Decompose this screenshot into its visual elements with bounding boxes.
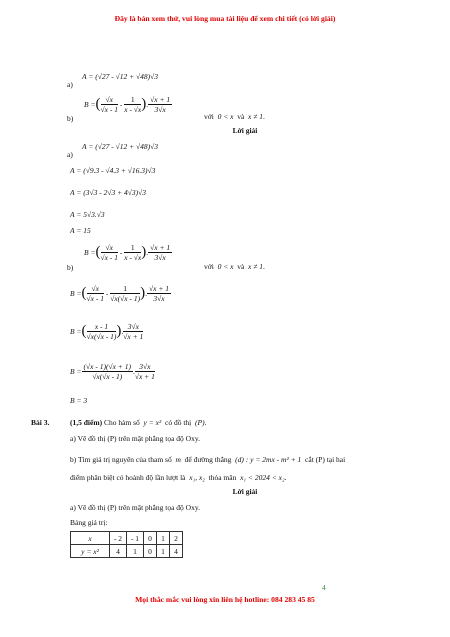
fraction: $\frac{1}{√x(√x - 1)}$: [110, 284, 141, 303]
dot: .: [132, 367, 135, 376]
step-b-2: [70, 322, 143, 341]
table-cell: - 1: [127, 532, 144, 545]
fraction: $\frac{3√x}{√x + 1}$: [123, 322, 144, 341]
table-cell: 4: [170, 545, 183, 558]
dot: .: [146, 100, 149, 109]
problem-b-expr: [84, 95, 172, 114]
minus-sign: -: [117, 248, 125, 257]
open-paren: (: [81, 285, 87, 301]
table-cell: 1: [157, 545, 170, 558]
qb-text4: điểm phân biệt có hoành độ lần lượt là: [70, 473, 186, 482]
bai3-question-b-cont: điểm phân biệt có hoành độ lần lượt là x₁, x₂ thỏa mãn x₁ < 2024 < x₂.: [70, 473, 287, 482]
problem-b-condition: với 0 < x và x ≠ 1.: [204, 112, 265, 121]
fraction: $\frac{√x + 1}{3√x}$: [149, 284, 170, 303]
fraction: $\frac{√x + 1}{3√x}$: [150, 243, 171, 262]
step-a-5: A = 15: [70, 226, 91, 235]
cond-2: x ≠ 1: [248, 112, 263, 121]
step-b-3: [70, 362, 155, 381]
qb-text3: cắt (P) tại hai: [305, 455, 346, 464]
problem-b-label: b): [67, 114, 74, 123]
footer-hotline: Mọi thắc mắc vui lòng xin liên hệ hotline: 084 283 45 85: [135, 595, 315, 604]
solution-b-label: b): [67, 263, 74, 272]
cond-prefix: với: [204, 112, 214, 121]
cond-1: 0 < x: [217, 112, 234, 121]
close-paren: ): [141, 96, 147, 112]
bai3-intro: (1,5 điểm) Cho hàm số y = x² có đồ thị (P).: [70, 418, 207, 427]
bai3-question-a: a) Vẽ đồ thị (P) trên mặt phẳng tọa độ Oxy.: [70, 434, 200, 443]
problem-a-expr: A = (√27 - √12 + √48)√3: [82, 72, 159, 81]
table-cell: 2: [170, 532, 183, 545]
table-cell: 1: [157, 532, 170, 545]
expr-name: B =: [84, 100, 96, 109]
fraction: $\frac{x - 1}{√x(√x - 1)}$: [86, 322, 117, 341]
fraction: $\frac{√x}{√x - 1}$: [86, 284, 104, 303]
fraction: $\frac{(√x - 1)(√x + 1)}{√x(√x - 1)}$: [83, 362, 131, 381]
fraction: $\frac{√x}{√x - 1}$: [100, 243, 118, 262]
fraction: $\frac{1}{x - √x}$: [124, 243, 142, 262]
dot: .: [145, 289, 147, 298]
table-cell: 4: [110, 545, 127, 558]
expr-name: B =: [70, 367, 82, 376]
minus-sign: -: [103, 289, 111, 298]
bai3-solution-a: a) Vẽ đồ thị (P) trên mặt phẳng tọa độ Oxy.: [70, 503, 200, 512]
step-a-1: A = (√27 - √12 + √48)√3: [82, 142, 159, 151]
cond-and: và: [237, 262, 245, 271]
expr-name: B =: [84, 248, 96, 257]
table-head-y: y = x²: [71, 545, 110, 558]
minus-sign: -: [117, 100, 125, 109]
qb-text2: để đường thẳng: [184, 455, 232, 464]
qb-x: x₁, x₂: [189, 473, 205, 482]
table-cell: 0: [144, 532, 157, 545]
table-title: Bảng giá trị:: [70, 518, 108, 527]
bai3-intro-text2: có đồ thị: [165, 418, 192, 427]
solution-b-condition: với 0 < x và x ≠ 1.: [204, 262, 265, 271]
bai3-points: (1,5 điểm): [70, 418, 103, 427]
solution-a-label: a): [67, 150, 73, 159]
open-paren: (: [95, 244, 101, 260]
cond-1: 0 < x: [217, 262, 234, 271]
fraction: $\frac{√x + 1}{3√x}$: [150, 95, 171, 114]
solution-title: Lời giải: [232, 126, 258, 135]
bai3-question-b: [70, 455, 345, 464]
expr-name: B =: [70, 327, 82, 336]
open-paren: (: [95, 96, 101, 112]
table-head-x: x: [71, 532, 110, 545]
preview-banner: Đây là bản xem thử, vui lòng mua tài liệu để xem chi tiết (có lời giải): [114, 14, 336, 23]
table-cell: 1: [127, 545, 144, 558]
qb-m: m: [175, 455, 181, 464]
solution-b-expr: [84, 243, 172, 262]
bai3-graph: (P): [195, 418, 205, 427]
cond-and: và: [237, 112, 245, 121]
cond-2: x ≠ 1: [248, 262, 263, 271]
step-b-1: [70, 284, 171, 303]
expr-name: B =: [70, 289, 82, 298]
step-a-4: A = 5√3.√3: [70, 210, 105, 219]
table-cell: - 2: [110, 532, 127, 545]
page-number: 4: [322, 583, 326, 592]
fraction: $\frac{3√x}{√x + 1}$: [134, 362, 155, 381]
cond-prefix: với: [204, 262, 214, 271]
qb-cond: x₁ < 2024 < x₂: [240, 473, 285, 482]
table-cell: 0: [144, 545, 157, 558]
bai3-func: y = x²: [143, 418, 162, 427]
step-a-3: A = (3√3 - 2√3 + 4√3)√3: [70, 188, 147, 197]
qb-text1: b) Tìm giá trị nguyên của tham số: [70, 455, 172, 464]
qb-line: (d) : y = 2mx - m² + 1: [235, 455, 302, 464]
bai3-solution-title: Lời giải: [232, 487, 258, 496]
table-row: [71, 532, 183, 545]
close-paren: ): [116, 323, 122, 339]
bai3-label: Bài 3.: [31, 418, 50, 427]
dot: .: [121, 327, 124, 336]
fraction: $\frac{√x}{√x - 1}$: [100, 95, 118, 114]
bai3-intro-text: Cho hàm số: [103, 418, 140, 427]
dot: .: [146, 248, 149, 257]
close-paren: ): [140, 285, 146, 301]
problem-a-label: a): [67, 80, 73, 89]
table-row: [71, 545, 183, 558]
value-table: [70, 531, 183, 558]
step-b-final: B = 3: [70, 396, 88, 405]
fraction: $\frac{1}{x - √x}$: [124, 95, 142, 114]
close-paren: ): [141, 244, 147, 260]
step-a-2: A = (√9.3 - √4.3 + √16.3)√3: [70, 166, 156, 175]
open-paren: (: [81, 323, 87, 339]
qb-text5: thỏa mãn: [208, 473, 237, 482]
